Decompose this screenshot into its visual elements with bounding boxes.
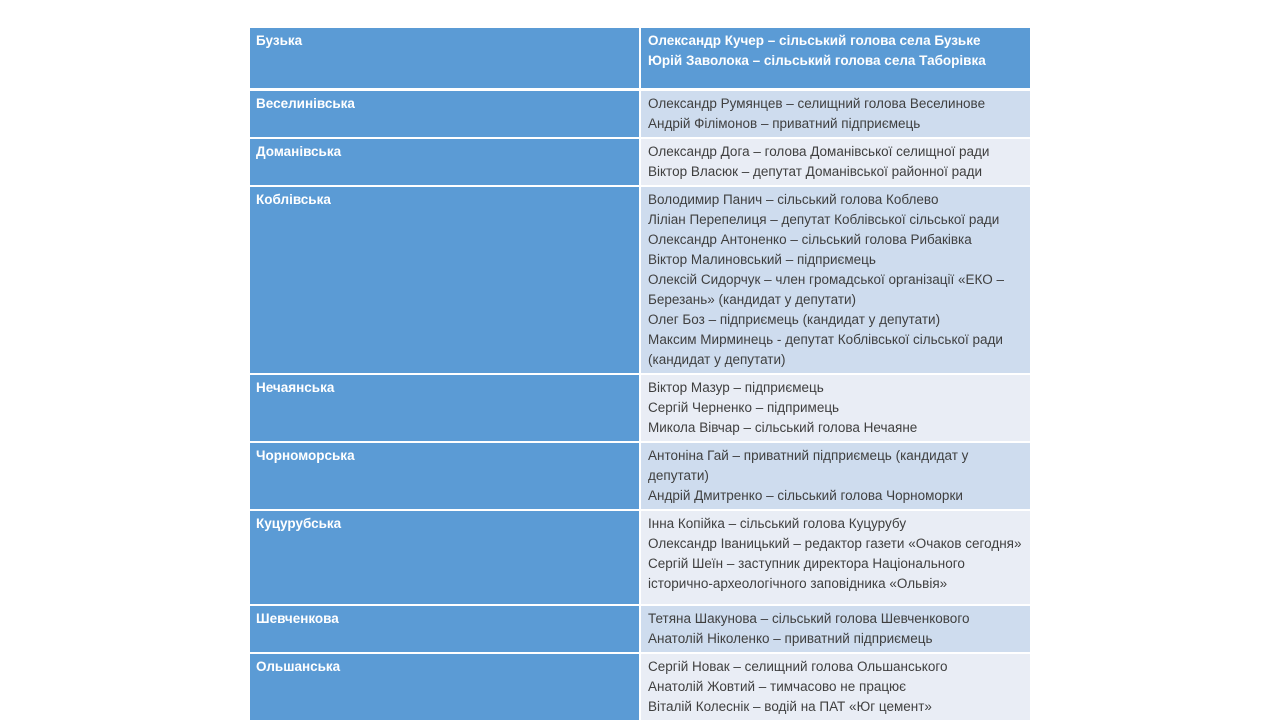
person-line: Інна Копійка – сільський голова Куцурубу bbox=[648, 516, 907, 531]
table-row bbox=[250, 187, 1030, 373]
table-row bbox=[250, 654, 1030, 720]
people-cell bbox=[641, 139, 1030, 185]
person-line: Юрій Заволока – сільський голова села Таборівка bbox=[648, 53, 986, 68]
table-row bbox=[250, 606, 1030, 652]
people-cell bbox=[641, 511, 1030, 604]
people-cell bbox=[641, 654, 1030, 720]
table-row bbox=[250, 375, 1030, 441]
person-line: Максим Мирминець - депутат Коблівської сільської ради (кандидат у депутати) bbox=[648, 332, 1003, 367]
person-line: Сергій Шеїн – заступник директора Національного історично-археологічного заповідника «Ольвія» bbox=[648, 556, 965, 591]
community-cell: Ольшанська bbox=[250, 654, 639, 720]
person-line: Віктор Мазур – підприємець bbox=[648, 380, 824, 395]
person-line: Анатолій Ніколенко – приватний підприємець bbox=[648, 631, 933, 646]
people-cell bbox=[641, 28, 1030, 88]
officials-table bbox=[250, 28, 1030, 720]
community-cell: Коблівська bbox=[250, 187, 639, 373]
table-row bbox=[250, 443, 1030, 509]
community-cell: Шевченкова bbox=[250, 606, 639, 652]
people-cell bbox=[641, 187, 1030, 373]
person-line: Ліліан Перепелиця – депутат Коблівської сільської ради bbox=[648, 212, 1000, 227]
person-line: Віктор Власюк – депутат Доманівської районної ради bbox=[648, 164, 982, 179]
people-cell bbox=[641, 375, 1030, 441]
community-cell: Доманівська bbox=[250, 139, 639, 185]
person-line: Сергій Новак – селищний голова Ольшанського bbox=[648, 659, 948, 674]
person-line: Тетяна Шакунова – сільський голова Шевченкового bbox=[648, 611, 970, 626]
person-line: Олександр Кучер – сільський голова села Бузьке bbox=[648, 33, 981, 48]
person-line: Антоніна Гай – приватний підприємець (кандидат у депутати) bbox=[648, 448, 969, 483]
table-row bbox=[250, 91, 1030, 137]
person-line: Віталій Колеснік – водій на ПАТ «Юг цемент» bbox=[648, 699, 932, 714]
table-row bbox=[250, 511, 1030, 604]
community-cell: Нечаянська bbox=[250, 375, 639, 441]
people-cell bbox=[641, 443, 1030, 509]
person-line: Андрій Дмитренко – сільський голова Чорноморки bbox=[648, 488, 963, 503]
table-row bbox=[250, 28, 1030, 88]
person-line: Віктор Малиновський – підприємець bbox=[648, 252, 876, 267]
person-line: Андрій Філімонов – приватний підприємець bbox=[648, 116, 921, 131]
person-line: Микола Вівчар – сільський голова Нечаяне bbox=[648, 420, 918, 435]
person-line: Олександр Румянцев – селищний голова Веселинове bbox=[648, 96, 986, 111]
community-cell: Веселинівська bbox=[250, 91, 639, 137]
person-line: Олександр Антоненко – сільський голова Рибаківка bbox=[648, 232, 972, 247]
person-line: Олександр Дога – голова Доманівської селищної ради bbox=[648, 144, 990, 159]
person-line: Олег Боз – підприємець (кандидат у депутати) bbox=[648, 312, 941, 327]
person-line: Володимир Панич – сільський голова Коблево bbox=[648, 192, 939, 207]
table-row bbox=[250, 139, 1030, 185]
community-cell: Бузька bbox=[250, 28, 639, 88]
people-cell bbox=[641, 606, 1030, 652]
people-cell bbox=[641, 91, 1030, 137]
person-line: Олександр Іваницький – редактор газети «Очаков сегодня» bbox=[648, 536, 1022, 551]
community-cell: Куцурубська bbox=[250, 511, 639, 604]
community-cell: Чорноморська bbox=[250, 443, 639, 509]
person-line: Анатолій Жовтий – тимчасово не працює bbox=[648, 679, 907, 694]
person-line: Олексій Сидорчук – член громадської організації «ЕКО – Березань» (кандидат у депутати) bbox=[648, 272, 1005, 307]
person-line: Сергій Черненко – підпримець bbox=[648, 400, 840, 415]
